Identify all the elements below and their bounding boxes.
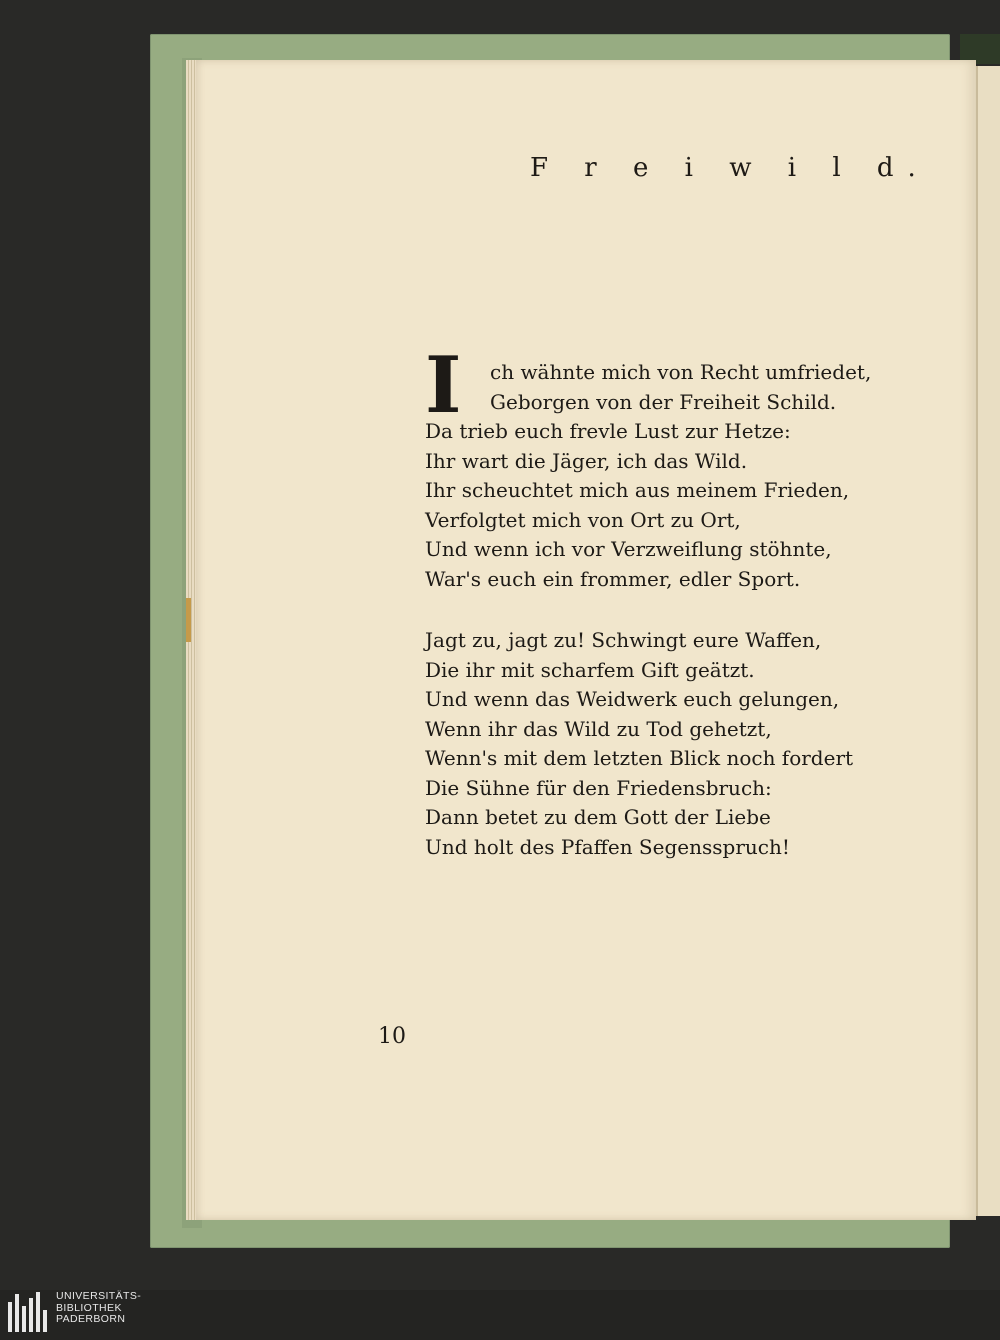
poem-line: Und holt des Pfaffen Segensspruch!	[425, 834, 790, 859]
stanza-gap	[425, 594, 875, 626]
facing-page-edge	[976, 66, 1000, 1216]
poem	[425, 340, 875, 862]
library-barcode-logo-icon	[6, 1292, 50, 1338]
poem-line: War's euch ein frommer, edler Sport.	[425, 566, 801, 591]
poem-line: Verfolgtet mich von Ort zu Ort,	[425, 507, 741, 532]
poem-line: Geborgen von der Freiheit Schild.	[490, 389, 837, 414]
poem-line: Jagt zu, jagt zu! Schwingt eure Waffen,	[425, 628, 822, 652]
library-footer-bar	[0, 1290, 1000, 1340]
page-title: F r e i w i l d.	[530, 153, 930, 183]
library-name-line: BIBLIOTHEK	[56, 1301, 122, 1314]
poem-line: Die ihr mit scharfem Gift geätzt.	[425, 657, 755, 682]
poem-line: Dann betet zu dem Gott der Liebe	[425, 805, 771, 829]
library-name	[56, 1291, 141, 1326]
bookmark-strip	[186, 598, 191, 642]
poem-line: Die Sühne für den Friedensbruch:	[425, 775, 772, 800]
library-name-line: PADERBORN	[56, 1313, 126, 1325]
poem-line: Und wenn das Weidwerk euch gelungen,	[425, 687, 840, 711]
poem-line: ch wähnte mich von Recht umfriedet,	[490, 360, 872, 384]
library-name-line: UNIVERSITÄTS-	[56, 1290, 142, 1302]
drop-cap: I	[425, 340, 462, 431]
poem-line: Wenn ihr das Wild zu Tod gehetzt,	[425, 716, 772, 741]
poem-line: Ihr wart die Jäger, ich das Wild.	[425, 448, 748, 473]
poem-line: Wenn's mit dem letzten Blick noch fordert	[425, 746, 854, 770]
poem-line: Ihr scheuchtet mich aus meinem Frieden,	[425, 478, 850, 502]
page-number: 10	[378, 1024, 406, 1049]
poem-line: Und wenn ich vor Verzweiflung stöhnte,	[425, 537, 832, 561]
poem-line: Da trieb euch frevle Lust zur Hetze:	[425, 419, 791, 443]
